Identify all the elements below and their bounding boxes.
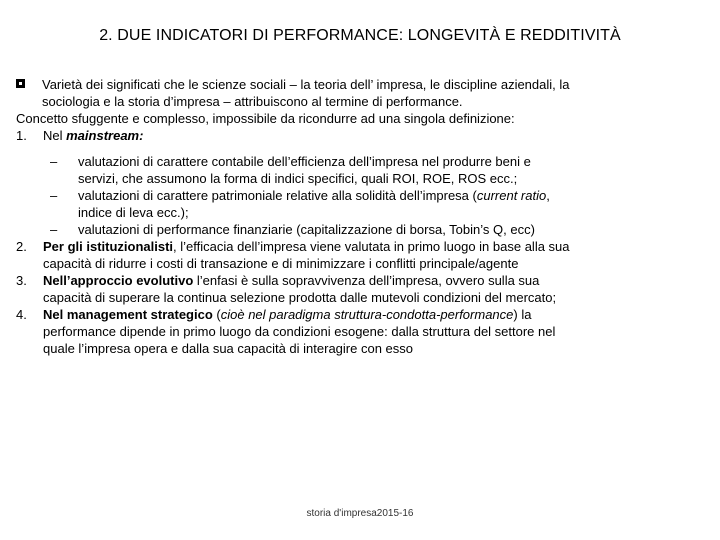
list-item-4 — [16, 306, 716, 357]
item-keyword: Nel management strategico — [43, 307, 213, 322]
intro-line-1: Varietà dei significati che le scienze sociali – la teoria dell’ impresa, le discipline aziendali, la — [42, 77, 570, 92]
item-line: capacità di superare la continua selezione prodotta dalle mutevoli condizioni del mercato; — [43, 290, 557, 305]
item-italic-term: cioè nel paradigma struttura-condotta-performance — [220, 307, 514, 322]
item-line: quale l’impresa opera e dalla sua capacità di interagire con esso — [43, 341, 413, 356]
item-line — [43, 306, 716, 323]
item-line — [43, 238, 716, 255]
item-text: ) la — [513, 307, 532, 322]
item-line: capacità di ridurre i costi di transazione e di minimizzare i conflitti principale/agente — [43, 256, 519, 271]
sublist-line: servizi, che assumono la forma di indici specifici, quali ROI, ROE, ROS ecc.; — [78, 171, 518, 186]
mainstream-sublist — [16, 153, 716, 238]
item-keyword: Nell’approccio evolutivo — [43, 273, 194, 288]
list-number: 4. — [16, 307, 27, 322]
dash-bullet: – — [50, 222, 58, 237]
item-line — [43, 272, 716, 289]
item-keyword: Per gli istituzionalisti — [43, 239, 174, 254]
sublist-item — [16, 153, 716, 187]
sublist-text: valutazioni di carattere patrimoniale relative alla solidità dell’impresa ( — [78, 188, 477, 203]
list-number: 1. — [16, 128, 27, 143]
item-line: performance dipende in primo luogo da condizioni esogene: dalla struttura del settore nel — [43, 324, 556, 339]
list-item-2 — [16, 238, 716, 272]
list-item-3 — [16, 272, 716, 306]
sublist-line: valutazioni di performance finanziarie (capitalizzazione di borsa, Tobin’s Q, ecc) — [78, 222, 535, 237]
square-bullet-icon — [16, 79, 25, 88]
sublist-line: valutazioni di carattere contabile dell’efficienza dell’impresa nel produrre beni e — [78, 154, 531, 169]
slide-title: 2. DUE INDICATORI DI PERFORMANCE: LONGEVITÀ E REDDITIVITÀ — [99, 27, 621, 44]
intro-bullet — [16, 76, 716, 110]
dash-bullet: – — [50, 154, 58, 169]
slide-footer: storia d'impresa2015-16 — [306, 508, 414, 519]
sublist-text: , — [546, 188, 550, 203]
sublist-item — [16, 187, 716, 221]
list-number: 3. — [16, 273, 27, 288]
item-1-keyword: mainstream: — [66, 128, 144, 143]
sublist-line: indice di leva ecc.); — [78, 205, 189, 220]
dash-bullet: – — [50, 188, 58, 203]
intro-line-2: sociologia e la storia d’impresa – attribuiscono al termine di performance. — [42, 94, 463, 109]
sublist-item — [16, 221, 716, 238]
sublist-line — [78, 187, 716, 204]
item-text: , l’efficacia dell’impresa viene valutata in primo luogo in base alla sua — [173, 239, 570, 254]
item-text: ( — [212, 307, 221, 322]
concept-line: Concetto sfuggente e complesso, impossibile da ricondurre ad una singola definizione: — [16, 111, 515, 126]
item-text: l’enfasi è sulla sopravvivenza dell’impresa, ovvero sulla sua — [193, 273, 540, 288]
list-number: 2. — [16, 239, 27, 254]
item-1-pre: Nel — [43, 128, 67, 143]
sublist-italic-term: current ratio — [476, 188, 547, 203]
slide-body — [16, 76, 716, 357]
list-item-1 — [16, 127, 716, 144]
